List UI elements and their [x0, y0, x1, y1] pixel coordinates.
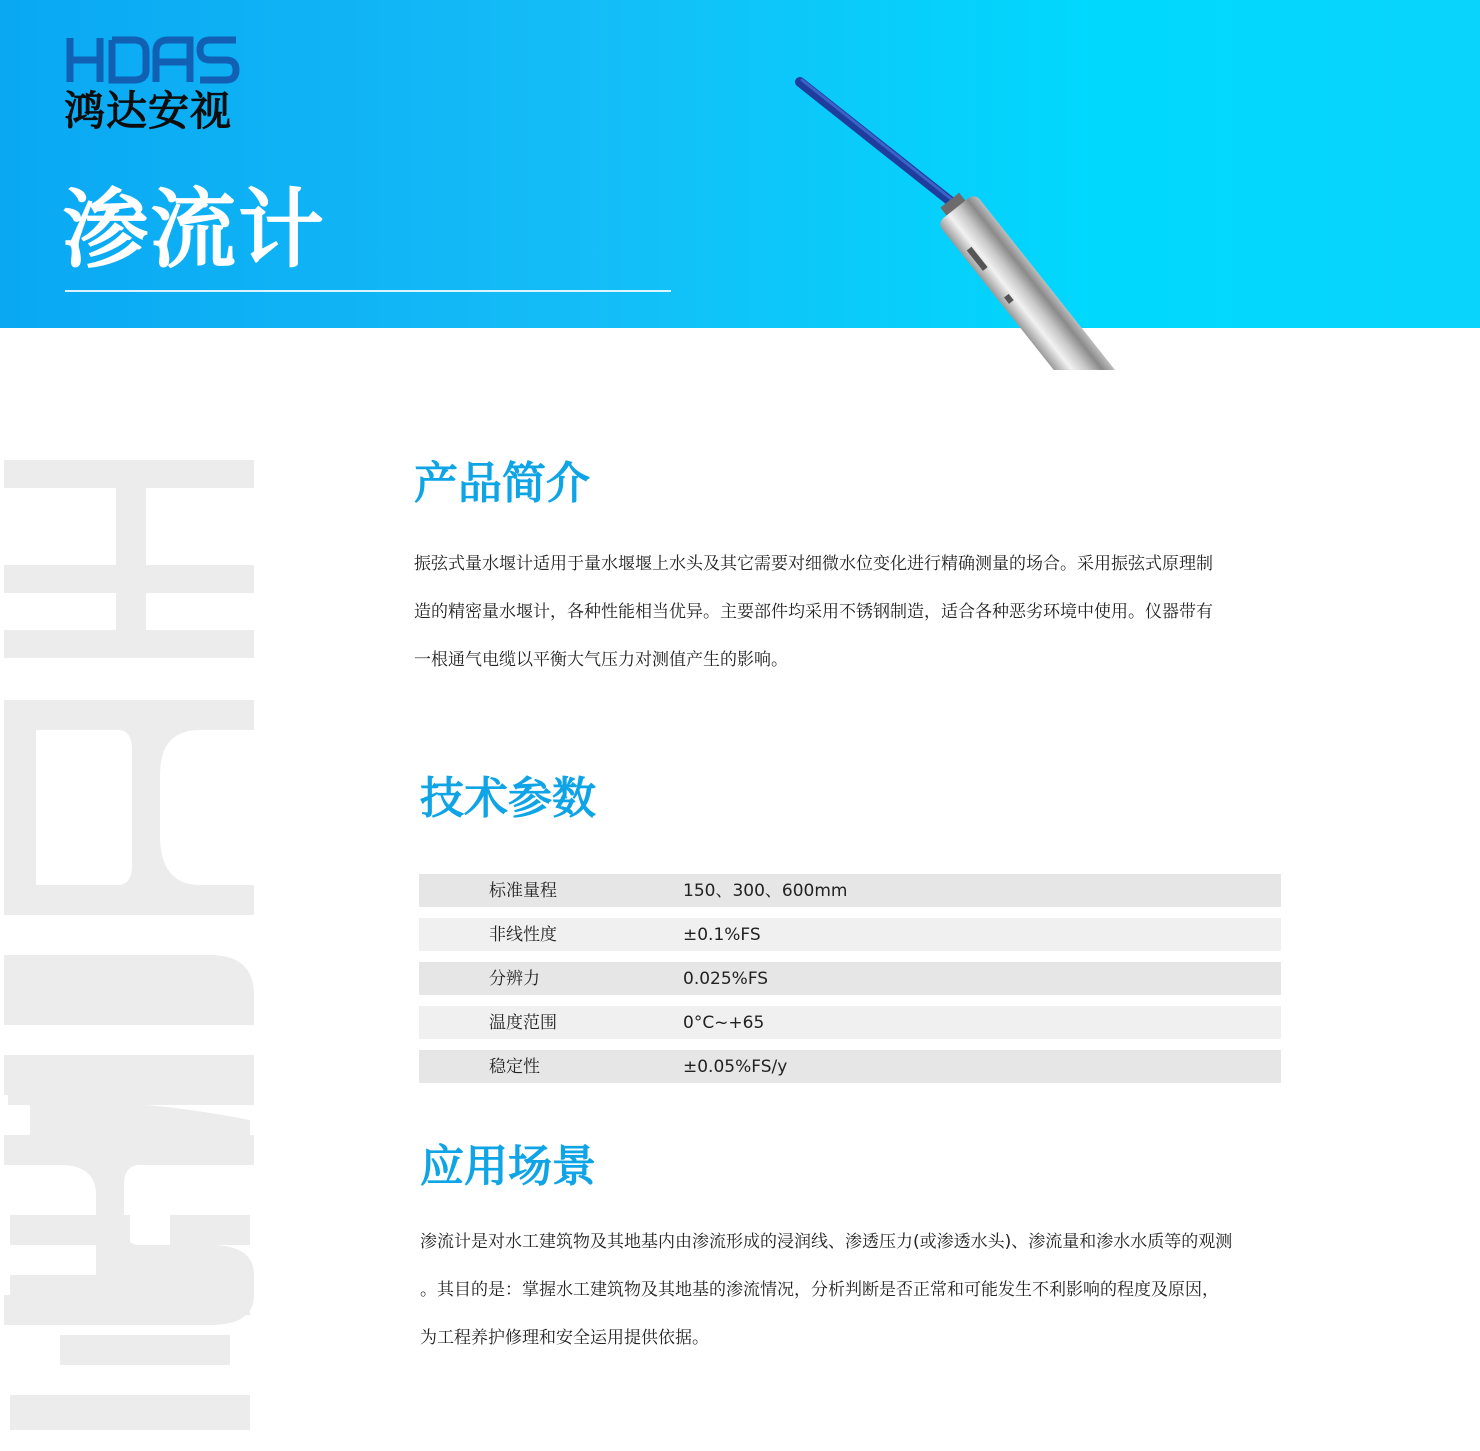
piezometer-sensor-icon — [780, 70, 1180, 370]
intro-line: 振弦式量水堰计适用于量水堰堰上水头及其它需要对细微水位变化进行精确测量的场合。采用振弦式原理制 — [414, 554, 1213, 574]
intro-line: 造的精密量水堰计，各种性能相当优异。主要部件均采用不锈钢制造，适合各种恶劣环境中使用。仪器带有 — [414, 602, 1213, 622]
brand-name: 鸿达安视 — [64, 87, 232, 135]
spec-name: 稳定性 — [489, 1057, 540, 1077]
table-row — [419, 962, 1281, 995]
title-divider — [65, 290, 671, 292]
table-row — [419, 1050, 1281, 1083]
spec-value: 0.025%FS — [683, 969, 769, 989]
spec-table — [419, 874, 1281, 1094]
application-line: 为工程养护修理和安全运用提供依据。 — [420, 1328, 709, 1348]
spec-name: 非线性度 — [489, 925, 557, 945]
spec-name: 分辨力 — [489, 969, 540, 989]
page-title: 渗流计 — [62, 180, 326, 280]
spec-value: ±0.05%FS/y — [683, 1057, 788, 1077]
application-line: 。其目的是：掌握水工建筑物及其地基的渗流情况，分析判断是否正常和可能发生不利影响的程度及原因， — [420, 1280, 1219, 1300]
table-row — [419, 918, 1281, 951]
spec-value: 0°C~+65 — [683, 1013, 765, 1033]
intro-heading: 产品简介 — [414, 458, 590, 509]
application-heading: 应用场景 — [420, 1141, 596, 1192]
header-banner — [0, 0, 1480, 328]
application-line: 渗流计是对水工建筑物及其地基内由渗流形成的浸润线、渗透压力(或渗透水头)、渗流量和渗水水质等的观测 — [420, 1232, 1233, 1252]
intro-line: 一根通气电缆以平衡大气压力对测值产生的影响。 — [414, 650, 788, 670]
intro-paragraph — [414, 540, 1294, 684]
spec-value: 150、300、600mm — [683, 881, 848, 901]
application-paragraph — [420, 1218, 1300, 1362]
table-row — [419, 1006, 1281, 1039]
spec-name: 温度范围 — [489, 1013, 557, 1033]
table-row — [419, 874, 1281, 907]
specs-heading: 技术参数 — [420, 773, 596, 824]
hdas-logo-icon — [66, 36, 241, 84]
hdas-watermark-icon — [0, 455, 260, 1451]
spec-value: ±0.1%FS — [683, 925, 761, 945]
spec-name: 标准量程 — [489, 881, 557, 901]
